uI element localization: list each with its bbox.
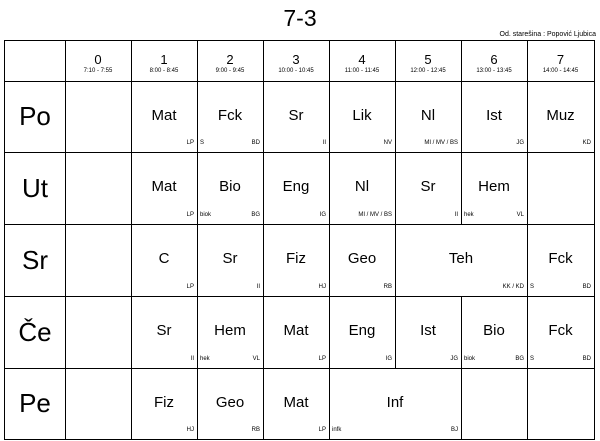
- lesson-cell[interactable]: [527, 81, 594, 152]
- period-time: 11:00 - 11:45: [344, 68, 380, 74]
- lesson-subject: Geo: [347, 250, 377, 267]
- lesson-subject: Sr: [222, 250, 238, 267]
- lesson-teacher: JG: [450, 356, 458, 362]
- lesson-subject: Mat: [151, 107, 177, 124]
- lesson-cell[interactable]: [197, 152, 263, 224]
- lesson-cell[interactable]: [131, 81, 197, 152]
- lesson-subject: Nl: [354, 178, 370, 195]
- lesson-cell[interactable]: [329, 152, 395, 224]
- lesson-cell[interactable]: [329, 296, 395, 368]
- lesson-teacher: BG: [515, 356, 524, 362]
- lesson-teacher: JG: [516, 140, 524, 146]
- lesson-note: hek: [200, 356, 210, 362]
- period-header: [461, 41, 527, 81]
- lesson-subject: Inf: [386, 394, 404, 411]
- column-divider: [329, 41, 330, 81]
- lesson-teacher: HJ: [186, 427, 194, 433]
- lesson-subject: Eng: [348, 322, 376, 339]
- column-divider: [65, 368, 66, 439]
- lesson-cell[interactable]: [263, 224, 329, 296]
- column-divider: [65, 81, 66, 152]
- period-header: [263, 41, 329, 81]
- lesson-teacher: KK / KD: [502, 284, 524, 290]
- lesson-cell[interactable]: [461, 81, 527, 152]
- lesson-teacher: VL: [252, 356, 260, 362]
- column-divider: [65, 224, 66, 296]
- lesson-subject: Geo: [215, 394, 245, 411]
- period-number: 0: [94, 52, 102, 67]
- lesson-cell[interactable]: [527, 296, 594, 368]
- period-number: 7: [556, 52, 565, 67]
- period-number: 6: [490, 52, 498, 67]
- column-divider: [461, 41, 462, 81]
- lesson-teacher: IG: [319, 212, 326, 218]
- lesson-teacher: KD: [582, 140, 591, 146]
- period-time: 9:00 - 9:45: [215, 68, 245, 74]
- period-time: 7:10 - 7:55: [83, 68, 113, 74]
- lesson-subject: Mat: [151, 178, 177, 195]
- lesson-teacher: LP: [318, 427, 326, 433]
- lesson-cell[interactable]: [131, 368, 197, 439]
- lesson-subject: Fck: [548, 322, 573, 339]
- column-divider: [527, 368, 528, 439]
- lesson-subject: Eng: [282, 178, 310, 195]
- lesson-teacher: LP: [318, 356, 326, 362]
- lesson-cell[interactable]: [263, 81, 329, 152]
- lesson-teacher: MI / MV / BS: [424, 140, 458, 146]
- lesson-cell[interactable]: [329, 368, 461, 439]
- lesson-cell[interactable]: [395, 81, 461, 152]
- column-divider: [131, 41, 132, 81]
- period-time: 12:00 - 12:45: [410, 68, 446, 74]
- lesson-subject: Teh: [448, 250, 474, 267]
- lesson-subject: Sr: [288, 107, 304, 124]
- lesson-subject: Ist: [486, 107, 502, 124]
- lesson-subject: Bio: [483, 322, 505, 339]
- lesson-note: biok: [464, 356, 476, 362]
- lesson-subject: Fck: [548, 250, 573, 267]
- column-divider: [197, 41, 198, 81]
- lesson-subject: Nl: [420, 107, 436, 124]
- column-divider: [395, 41, 396, 81]
- day-label: Ut: [22, 173, 48, 203]
- column-divider: [263, 41, 264, 81]
- lesson-teacher: HJ: [318, 284, 326, 290]
- lesson-subject: Mat: [283, 322, 309, 339]
- timetable-title: 7-3: [283, 5, 317, 31]
- period-header: [395, 41, 461, 81]
- lesson-cell[interactable]: [131, 152, 197, 224]
- day-label: Če: [18, 317, 52, 347]
- lesson-note: biok: [200, 212, 212, 218]
- lesson-cell[interactable]: [197, 224, 263, 296]
- lesson-subject: Lik: [352, 107, 372, 124]
- period-header: [131, 41, 197, 81]
- period-header: [197, 41, 263, 81]
- lesson-cell[interactable]: [197, 368, 263, 439]
- lesson-teacher: NV: [383, 140, 392, 146]
- lesson-note: S: [200, 140, 205, 146]
- lesson-subject: Fiz: [154, 394, 174, 411]
- lesson-teacher: BD: [582, 284, 591, 290]
- lesson-cell[interactable]: [461, 296, 527, 368]
- lesson-teacher: MI / MV / BS: [358, 212, 392, 218]
- lesson-subject: Sr: [420, 178, 436, 195]
- class-teacher-label: Od. starešina : Popović Ljubica: [499, 31, 596, 38]
- lesson-cell[interactable]: [329, 224, 395, 296]
- lesson-subject: Fck: [217, 107, 243, 124]
- lesson-cell[interactable]: [263, 296, 329, 368]
- lesson-teacher: BD: [251, 140, 260, 146]
- lesson-subject: C: [158, 250, 170, 267]
- lesson-teacher: LP: [186, 212, 194, 218]
- period-header: [527, 41, 594, 81]
- lesson-teacher: VL: [516, 212, 524, 218]
- lesson-teacher: RB: [383, 284, 392, 290]
- period-header: [65, 41, 131, 81]
- column-divider: [65, 41, 66, 81]
- lesson-subject: Bio: [219, 178, 241, 195]
- lesson-teacher: BG: [251, 212, 260, 218]
- lesson-note: infk: [332, 427, 342, 433]
- lesson-cell[interactable]: [131, 296, 197, 368]
- period-header: [329, 41, 395, 81]
- lesson-cell[interactable]: [395, 296, 461, 368]
- lesson-cell[interactable]: [263, 152, 329, 224]
- lesson-cell[interactable]: [395, 224, 527, 296]
- column-divider: [461, 368, 462, 439]
- column-divider: [527, 41, 528, 81]
- lesson-cell[interactable]: [197, 81, 263, 152]
- lesson-subject: Sr: [156, 322, 172, 339]
- lesson-note: S: [530, 356, 535, 362]
- lesson-note: S: [530, 284, 535, 290]
- lesson-cell[interactable]: [395, 152, 461, 224]
- day-label: Po: [19, 101, 51, 131]
- column-divider: [527, 152, 528, 224]
- lesson-teacher: LP: [186, 284, 194, 290]
- period-number: 1: [160, 52, 168, 67]
- lesson-cell[interactable]: [197, 296, 263, 368]
- period-number: 4: [358, 52, 366, 67]
- column-divider: [65, 152, 66, 224]
- lesson-cell[interactable]: [461, 152, 527, 224]
- period-number: 2: [226, 52, 234, 67]
- lesson-subject: Muz: [546, 107, 575, 124]
- day-label: Pe: [19, 388, 51, 418]
- lesson-cell[interactable]: [263, 368, 329, 439]
- lesson-subject: Ist: [420, 322, 436, 339]
- lesson-note: hek: [464, 212, 474, 218]
- lesson-subject: Mat: [283, 394, 309, 411]
- lesson-teacher: II: [454, 212, 458, 218]
- day-label: Sr: [22, 245, 48, 275]
- period-time: 10:00 - 10:45: [278, 68, 314, 74]
- period-time: 14:00 - 14:45: [542, 68, 579, 74]
- lesson-teacher: II: [190, 356, 194, 362]
- lesson-teacher: II: [322, 140, 326, 146]
- lesson-teacher: BD: [582, 356, 591, 362]
- lesson-teacher: IG: [385, 356, 392, 362]
- period-number: 5: [424, 52, 432, 67]
- lesson-subject: Hem: [478, 178, 510, 195]
- lesson-cell[interactable]: [527, 224, 594, 296]
- lesson-teacher: LP: [186, 140, 194, 146]
- lesson-teacher: II: [256, 284, 260, 290]
- lesson-teacher: BJ: [450, 427, 458, 433]
- timetable-grid: [4, 40, 595, 440]
- lesson-cell[interactable]: [131, 224, 197, 296]
- column-divider: [65, 296, 66, 368]
- lesson-cell[interactable]: [329, 81, 395, 152]
- period-time: 13:00 - 13:45: [476, 68, 512, 74]
- lesson-subject: Hem: [214, 322, 246, 339]
- lesson-teacher: RB: [251, 427, 260, 433]
- lesson-subject: Fiz: [286, 250, 306, 267]
- period-number: 3: [292, 52, 300, 67]
- period-time: 8:00 - 8:45: [149, 68, 179, 74]
